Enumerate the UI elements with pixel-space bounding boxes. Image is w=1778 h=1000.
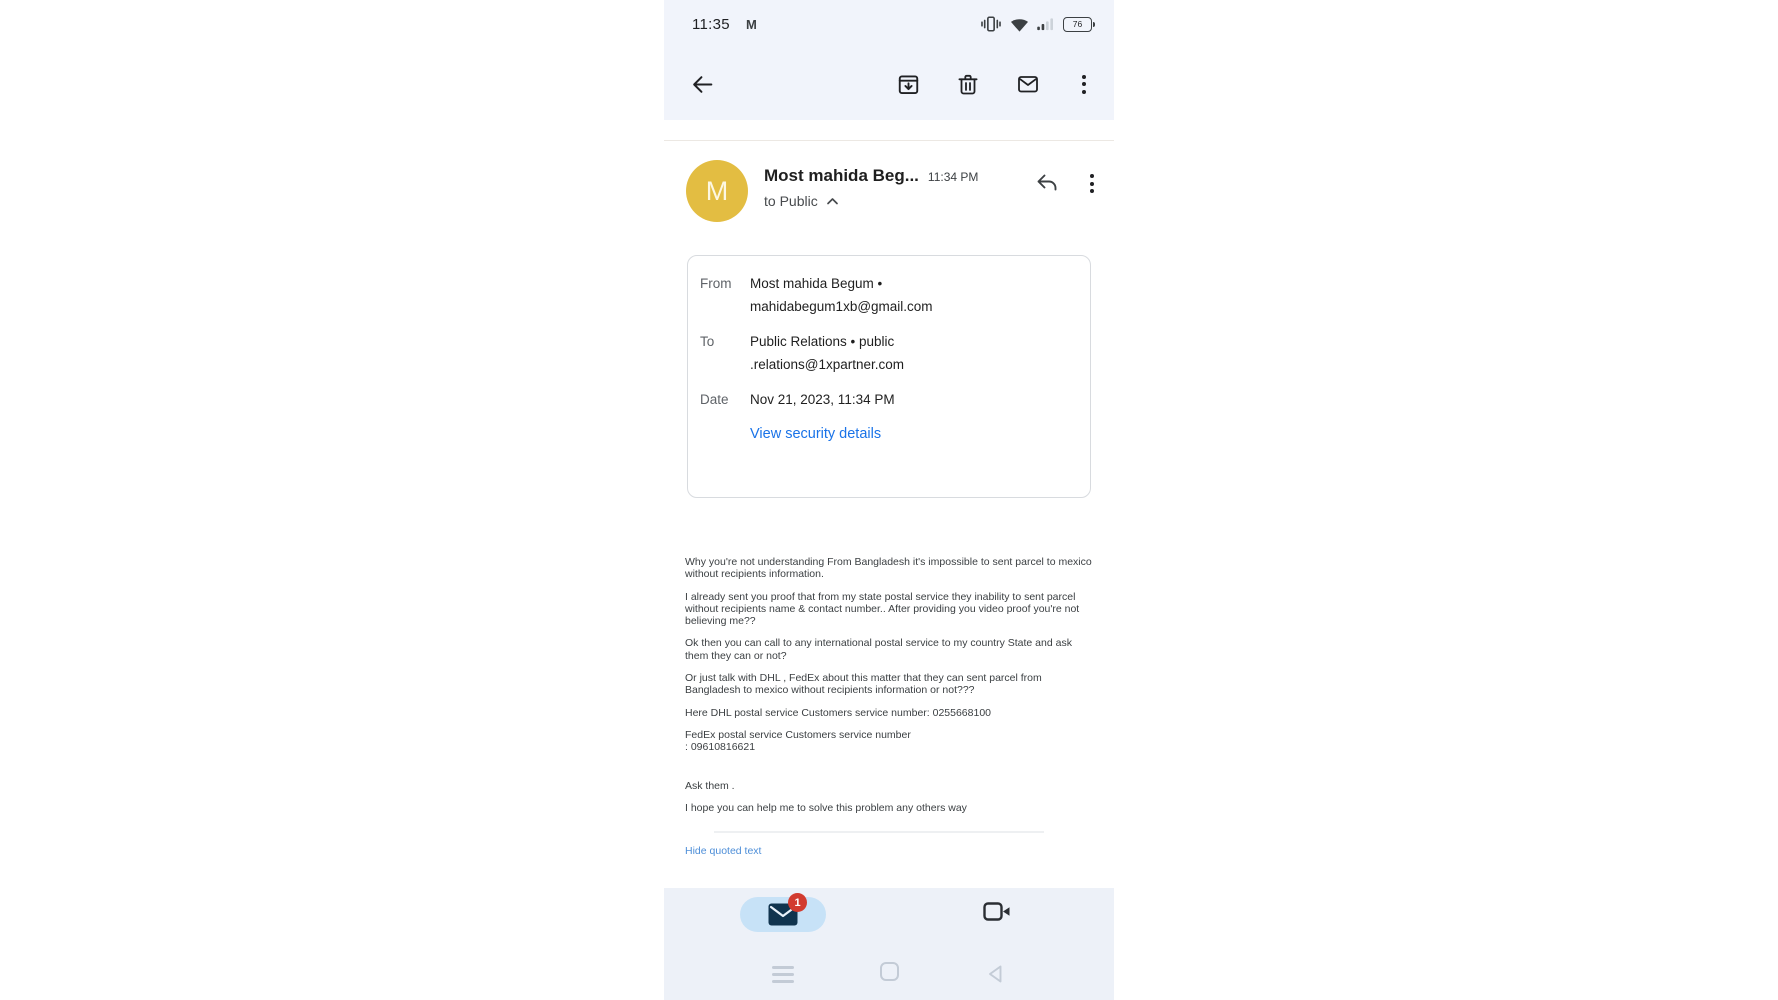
- sender-avatar[interactable]: M: [686, 160, 748, 222]
- header-more-button[interactable]: [1084, 172, 1100, 195]
- email-header: [686, 160, 1100, 222]
- reply-icon: [1034, 172, 1060, 195]
- to-name: Public Relations • public: [750, 334, 895, 349]
- body-paragraph: Why you're not understanding From Bangladesh it's impossible to sent parcel to mexico without recipients information.: [685, 556, 1092, 581]
- phone-screen: [664, 0, 1114, 1000]
- gmail-notification-icon: M: [745, 16, 757, 32]
- reply-button[interactable]: [1034, 172, 1060, 195]
- date-label: Date: [700, 392, 729, 407]
- battery-percent: 76: [1072, 19, 1083, 29]
- body-paragraph: Ok then you can call to any international postal service to my country State and ask them they can or not?: [685, 637, 1072, 662]
- from-name: Most mahida Begum •: [750, 276, 883, 291]
- email-time: 11:34 PM: [927, 170, 979, 184]
- body-paragraph: I already sent you proof that from my state postal service they inability to sent parcel without recipients name & contact number.. After providing you video proof you're not believing me??: [685, 590, 1080, 628]
- recipient-toggle[interactable]: [764, 193, 978, 209]
- battery-icon: [1063, 17, 1092, 32]
- back-arrow-icon: [690, 72, 715, 97]
- delete-button[interactable]: [956, 72, 980, 97]
- mark-unread-button[interactable]: [1015, 72, 1041, 96]
- bottom-bar: [664, 888, 1114, 1000]
- status-time: 11:35: [692, 15, 730, 33]
- unread-badge: 1: [788, 893, 807, 912]
- app-bar: [664, 48, 1114, 120]
- body-paragraph: Or just talk with DHL , FedEx about this matter that they can sent parcel from Bangladesh to mexico without recipients information or not???: [685, 672, 1042, 697]
- security-row: [700, 423, 1078, 446]
- envelope-icon: [1015, 72, 1041, 96]
- video-tab[interactable]: [982, 899, 1012, 930]
- status-icons: [980, 15, 1092, 33]
- to-label: To: [700, 334, 715, 349]
- archive-button[interactable]: [896, 72, 921, 97]
- body-paragraph: I hope you can help me to solve this problem any others way: [685, 801, 967, 814]
- body-paragraph: : 09610816621: [685, 741, 756, 754]
- to-row: [700, 330, 1078, 376]
- body-paragraph: Ask them .: [685, 779, 735, 792]
- body-paragraph: Here DHL postal service Customers service number: 0255668100: [685, 706, 992, 719]
- top-chrome: [664, 0, 1114, 120]
- video-tab-icon: [982, 899, 1012, 925]
- chevron-up-icon: [826, 197, 839, 206]
- from-label: From: [700, 276, 732, 291]
- recipient-summary: to Public: [764, 193, 818, 209]
- email-body: [685, 556, 1092, 824]
- archive-icon: [896, 72, 921, 97]
- cell-signal-icon: [1037, 17, 1055, 31]
- quoted-text-divider: [714, 831, 1044, 833]
- from-email: mahidabegum1xb@gmail.com: [750, 299, 933, 314]
- nav-recents-button[interactable]: [772, 962, 794, 983]
- sender-name: Most mahida Beg...: [764, 166, 919, 185]
- vibrate-icon: [980, 15, 1002, 33]
- hide-quoted-text-link[interactable]: Hide quoted text: [685, 845, 762, 857]
- appbar-more-button[interactable]: [1076, 73, 1092, 96]
- mail-tab[interactable]: [740, 897, 826, 932]
- to-email: .relations@1xpartner.com: [750, 357, 905, 372]
- nav-back-button[interactable]: [984, 962, 1006, 991]
- email-details-card: [687, 255, 1091, 498]
- divider: [664, 140, 1114, 141]
- nav-home-button[interactable]: [880, 962, 899, 981]
- from-row: [700, 272, 1078, 318]
- date-row: [700, 388, 1078, 411]
- body-paragraph: FedEx postal service Customers service number: [685, 728, 911, 741]
- view-security-details-link[interactable]: View security details: [750, 426, 882, 442]
- status-bar: [664, 0, 1114, 48]
- back-triangle-icon: [984, 962, 1006, 986]
- date-value: Nov 21, 2023, 11:34 PM: [750, 392, 895, 407]
- trash-icon: [956, 72, 980, 97]
- back-button[interactable]: [690, 72, 715, 97]
- wifi-icon: [1010, 17, 1029, 32]
